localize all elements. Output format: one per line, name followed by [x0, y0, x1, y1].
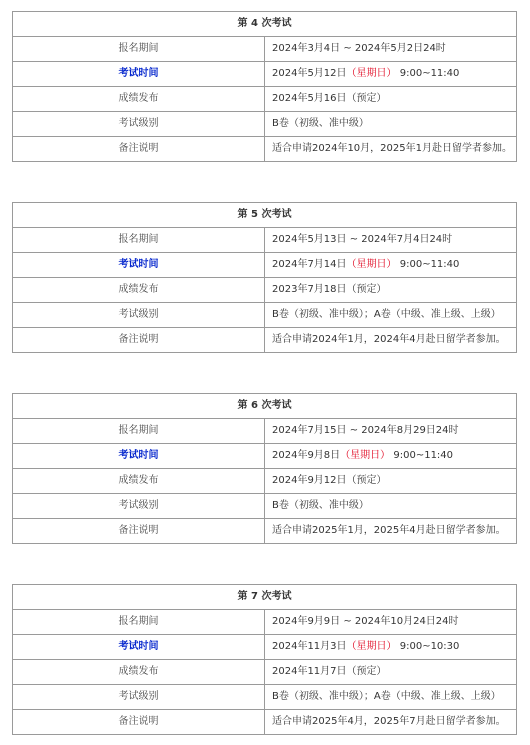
remarks-value: 适合申请2025年1月，2025年4月赴日留学者参加。	[265, 519, 517, 544]
exam-title: 第 5 次考试	[13, 203, 517, 228]
remarks-row	[13, 137, 517, 162]
exam-time-row	[13, 62, 517, 87]
results-label: 成绩发布	[13, 87, 265, 112]
exam-time-value	[265, 253, 517, 278]
level-label: 考试级别	[13, 685, 265, 710]
level-value: B卷（初级、准中级）	[265, 494, 517, 519]
exam-weekday: （星期日）	[346, 641, 397, 652]
exam-hours: 9:00~11:40	[393, 450, 454, 461]
remarks-row	[13, 519, 517, 544]
remarks-row	[13, 710, 517, 735]
exam-date: 2024年11月3日	[272, 641, 347, 652]
exam-time-label: 考试时间	[13, 62, 265, 87]
remarks-label: 备注说明	[13, 328, 265, 353]
exam-title-row	[13, 12, 517, 37]
remarks-label: 备注说明	[13, 519, 265, 544]
results-row	[13, 87, 517, 112]
exam-title-row	[13, 585, 517, 610]
registration-row	[13, 37, 517, 62]
level-row	[13, 685, 517, 710]
registration-value: 2024年7月15日 ~ 2024年8月29日24时	[265, 419, 517, 444]
exam-table-6	[12, 393, 517, 544]
registration-value: 2024年9月9日 ~ 2024年10月24日24时	[265, 610, 517, 635]
remarks-label: 备注说明	[13, 710, 265, 735]
exam-time-row	[13, 444, 517, 469]
exam-weekday: （星期日）	[346, 259, 397, 270]
exam-title: 第 6 次考试	[13, 394, 517, 419]
registration-label: 报名期间	[13, 610, 265, 635]
exam-title: 第 4 次考试	[13, 12, 517, 37]
results-label: 成绩发布	[13, 469, 265, 494]
exam-table-7	[12, 584, 517, 735]
exam-weekday: （星期日）	[340, 450, 391, 461]
level-value: B卷（初级、准中级）	[265, 112, 517, 137]
remarks-label: 备注说明	[13, 137, 265, 162]
exam-title: 第 7 次考试	[13, 585, 517, 610]
registration-label: 报名期间	[13, 228, 265, 253]
remarks-row	[13, 328, 517, 353]
exam-time-label: 考试时间	[13, 635, 265, 660]
registration-row	[13, 419, 517, 444]
exam-date: 2024年7月14日	[272, 259, 347, 270]
remarks-value: 适合申请2024年1月，2024年4月赴日留学者参加。	[265, 328, 517, 353]
exam-time-row	[13, 253, 517, 278]
registration-value: 2024年5月13日 ~ 2024年7月4日24时	[265, 228, 517, 253]
exam-time-label: 考试时间	[13, 444, 265, 469]
registration-label: 报名期间	[13, 419, 265, 444]
level-row	[13, 494, 517, 519]
results-value: 2023年7月18日（预定）	[265, 278, 517, 303]
results-value: 2024年5月16日（预定）	[265, 87, 517, 112]
exam-time-label: 考试时间	[13, 253, 265, 278]
exam-title-row	[13, 203, 517, 228]
remarks-value: 适合申请2024年10月，2025年1月赴日留学者参加。	[265, 137, 517, 162]
level-row	[13, 303, 517, 328]
results-label: 成绩发布	[13, 660, 265, 685]
registration-label: 报名期间	[13, 37, 265, 62]
level-label: 考试级别	[13, 494, 265, 519]
level-label: 考试级别	[13, 112, 265, 137]
remarks-value: 适合申请2025年4月，2025年7月赴日留学者参加。	[265, 710, 517, 735]
exam-title-row	[13, 394, 517, 419]
exam-date: 2024年9月8日	[272, 450, 341, 461]
results-value: 2024年9月12日（预定）	[265, 469, 517, 494]
exam-table-4	[12, 11, 517, 162]
level-value: B卷（初级、准中级）；A卷（中级、准上级、上级）	[265, 303, 517, 328]
results-value: 2024年11月7日（预定）	[265, 660, 517, 685]
registration-row	[13, 228, 517, 253]
results-label: 成绩发布	[13, 278, 265, 303]
registration-value: 2024年3月4日 ~ 2024年5月2日24时	[265, 37, 517, 62]
level-row	[13, 112, 517, 137]
exam-date: 2024年5月12日	[272, 68, 347, 79]
exam-weekday: （星期日）	[346, 68, 397, 79]
results-row	[13, 469, 517, 494]
level-label: 考试级别	[13, 303, 265, 328]
exam-time-row	[13, 635, 517, 660]
exam-hours: 9:00~11:40	[399, 68, 460, 79]
exam-hours: 9:00~11:40	[399, 259, 460, 270]
registration-row	[13, 610, 517, 635]
results-row	[13, 660, 517, 685]
level-value: B卷（初级、准中级）；A卷（中级、准上级、上级）	[265, 685, 517, 710]
exam-time-value	[265, 62, 517, 87]
exam-time-value	[265, 635, 517, 660]
exam-hours: 9:00~10:30	[399, 641, 460, 652]
results-row	[13, 278, 517, 303]
exam-table-5	[12, 202, 517, 353]
exam-time-value	[265, 444, 517, 469]
